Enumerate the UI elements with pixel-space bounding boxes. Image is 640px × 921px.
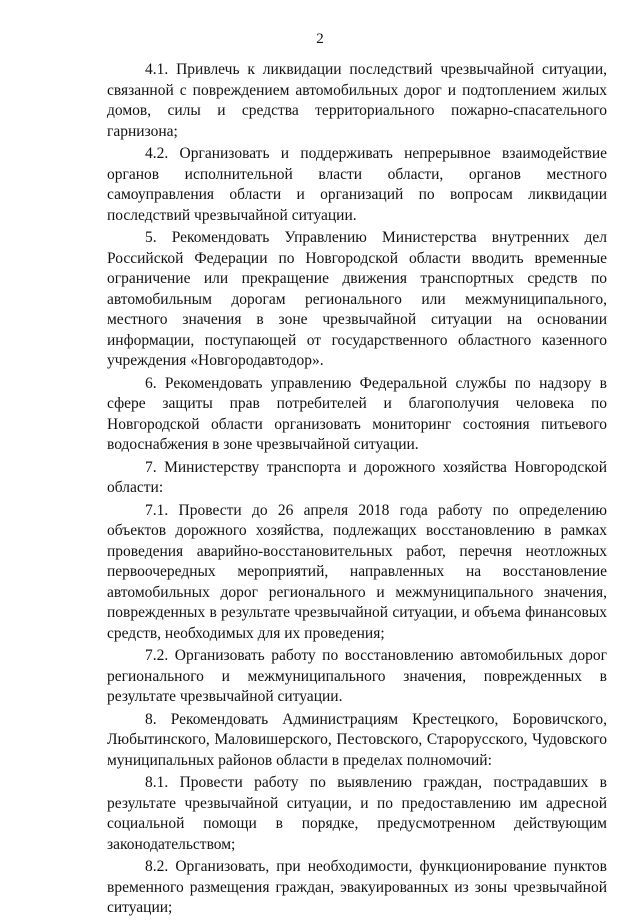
paragraph-7: 7. Министерству транспорта и дорожного хозяйства Новгородской области:: [107, 458, 607, 496]
document-body: [107, 60, 607, 921]
paragraph-8-2: 8.2. Организовать, при необходимости, функционирование пунктов временного размещения граждан, эвакуированных из зоны чрезвычайной ситуации;: [107, 858, 607, 916]
paragraph-5: 5. Рекомендовать Управлению Министерства внутренних дел Российской Федерации по Новгородской области вводить временные ограничение или прекращение движения транспортных средств по автомобильным дорогам регионального или межмуниципального, местного значения в зоне чрезвычайной ситуации на основании информации, поступающей от государственного областного казенного учреждения «Новгородавтодор».: [107, 229, 607, 369]
paragraph-4-1: 4.1. Привлечь к ликвидации последствий чрезвычайной ситуации, связанной с повреждением автомобильных дорог и подтоплением жилых домов, силы и средства территориального пожарно-спасательного гарнизона;: [107, 61, 607, 140]
paragraph-8-1: 8.1. Провести работу по выявлению граждан, пострадавших в результате чрезвычайной ситуации, и по предоставлению им адресной социальной помощи в порядке, предусмотренном действующим законодательством;: [107, 774, 607, 853]
paragraph-8: 8. Рекомендовать Администрациям Крестецкого, Боровичского, Любытинского, Маловишерского, Пестовского, Старорусского, Чудовского муниципальных районов области в пределах полномочий:: [107, 710, 607, 769]
paragraph-7-2: 7.2. Организовать работу по восстановлению автомобильных дорог регионального и межмуниципального значения, поврежденных в результате чрезвычайной ситуации.: [107, 647, 607, 705]
page-number: 2: [316, 31, 324, 47]
paragraph-6: 6. Рекомендовать управлению Федеральной службы по надзору в сфере защиты прав потребителей и благополучия человека по Новгородской области организовать мониторинг состояния питьевого водоснабжения в зоне чрезвычайной ситуации.: [107, 374, 607, 453]
paragraph-7-1: 7.1. Провести до 26 апреля 2018 года работу по определению объектов дорожного хозяйства, подлежащих восстановлению в рамках проведения аварийно-восстановительных работ, перечня неотложных первоочередных мероприятий, направленных на восстановление автомобильных дорог регионального и межмуниципального значения, поврежденных в результате чрезвычайной ситуации, и объема финансовых средств, необходимых для их проведения;: [107, 501, 607, 642]
paragraph-4-2: 4.2. Организовать и поддерживать непрерывное взаимодействие органов исполнительной власти области, органов местного самоуправления области и организаций по вопросам ликвидации последствий чрезвычайной ситуации.: [107, 145, 607, 224]
